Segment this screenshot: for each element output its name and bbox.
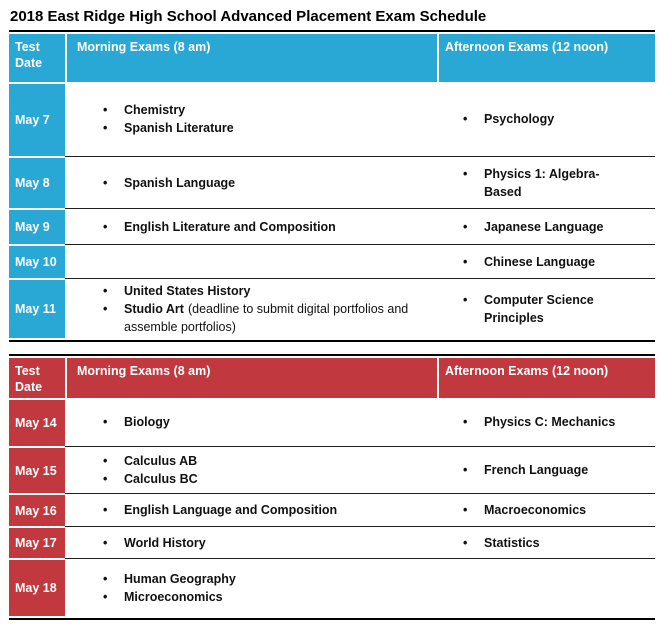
exam-name: Calculus AB — [124, 454, 198, 468]
morning-exams-cell — [65, 493, 437, 526]
date-cell: May 8 — [9, 156, 65, 208]
table-row — [9, 558, 655, 616]
bullet-icon: • — [103, 503, 108, 517]
exam-name: Calculus BC — [124, 472, 198, 486]
bullet-icon: • — [463, 292, 468, 307]
column-header-test-date: Test Date — [9, 358, 65, 398]
exam-name-bold: Studio Art — [124, 301, 184, 316]
bullet-icon: • — [463, 463, 468, 477]
date-cell: May 18 — [9, 558, 65, 616]
afternoon-exams-cell — [437, 526, 655, 558]
exam-item — [463, 165, 654, 201]
column-header-morning: Morning Exams (8 am) — [65, 34, 437, 82]
exam-item — [463, 218, 654, 236]
exam-name: Macroeconomics — [484, 503, 587, 517]
afternoon-exams-cell — [437, 244, 655, 278]
date-cell: May 17 — [9, 526, 65, 558]
bullet-icon: • — [103, 472, 108, 486]
exam-list — [103, 413, 436, 431]
exam-name: French Language — [484, 463, 589, 477]
exam-list — [103, 101, 436, 137]
exam-schedule-table-week2 — [9, 354, 655, 620]
date-cell: May 11 — [9, 278, 65, 338]
exam-name: English Language and Composition — [124, 503, 338, 517]
date-cell: May 15 — [9, 446, 65, 493]
afternoon-exams-cell — [437, 82, 655, 156]
exam-name: Microeconomics — [124, 589, 223, 604]
exam-list — [463, 253, 654, 271]
exam-name: Japanese Language — [484, 219, 604, 234]
exam-name: Human Geography — [124, 571, 236, 586]
exam-item — [463, 110, 654, 128]
bullet-icon: • — [103, 415, 108, 429]
morning-exams-cell — [65, 82, 437, 156]
bullet-icon: • — [103, 454, 108, 468]
exam-name: Physics 1: Algebra-Based — [484, 166, 600, 199]
exam-list — [463, 165, 654, 201]
exam-item — [103, 218, 436, 236]
bullet-icon: • — [103, 175, 108, 190]
bullet-icon: • — [103, 103, 108, 117]
table-row — [9, 208, 655, 244]
morning-exams-cell — [65, 278, 437, 338]
afternoon-exams-cell — [437, 398, 655, 446]
exam-item — [463, 534, 654, 552]
exam-item — [103, 534, 436, 552]
page-title: 2018 East Ridge High School Advanced Placement Exam Schedule — [10, 8, 487, 25]
exam-list — [463, 413, 654, 431]
table-row — [9, 278, 655, 338]
morning-exams-cell — [65, 208, 437, 244]
morning-exams-cell — [65, 526, 437, 558]
afternoon-exams-cell — [437, 558, 655, 616]
bullet-icon: • — [463, 535, 468, 550]
exam-name — [124, 300, 436, 336]
table-row — [9, 398, 655, 446]
date-cell: May 16 — [9, 493, 65, 526]
exam-name: Statistics — [484, 535, 540, 550]
bullet-icon: • — [463, 219, 468, 234]
exam-note: (deadline to submit digital portfolios and assemble portfolios) — [124, 301, 409, 334]
exam-name: Chemistry — [124, 103, 186, 117]
exam-list — [103, 174, 436, 192]
exam-item — [103, 452, 436, 470]
date-cell: May 14 — [9, 398, 65, 446]
schedule-table — [9, 34, 655, 338]
exam-name: United States History — [124, 283, 251, 298]
table-header-row — [9, 358, 655, 398]
table-row — [9, 244, 655, 278]
table-row — [9, 526, 655, 558]
exam-list — [103, 570, 436, 606]
exam-list — [463, 501, 654, 519]
exam-name: Spanish Language — [124, 175, 236, 190]
exam-item — [103, 501, 436, 519]
column-header-morning: Morning Exams (8 am) — [65, 358, 437, 398]
exam-item — [103, 300, 436, 336]
afternoon-exams-cell — [437, 446, 655, 493]
table-row — [9, 446, 655, 493]
exam-item — [103, 101, 436, 119]
exam-list — [103, 218, 436, 236]
bullet-icon: • — [463, 415, 468, 429]
bullet-icon: • — [463, 166, 468, 181]
bullet-icon: • — [463, 254, 468, 269]
exam-name: World History — [124, 535, 206, 550]
exam-item — [463, 461, 654, 479]
table-row — [9, 82, 655, 156]
exam-item — [103, 174, 436, 192]
date-cell: May 10 — [9, 244, 65, 278]
exam-item — [103, 588, 436, 606]
column-header-afternoon: Afternoon Exams (12 noon) — [437, 34, 655, 82]
exam-name: Spanish Literature — [124, 121, 234, 135]
afternoon-exams-cell — [437, 278, 655, 338]
exam-name: Psychology — [484, 112, 555, 126]
bullet-icon: • — [103, 283, 108, 298]
table-header-row — [9, 34, 655, 82]
bullet-icon: • — [103, 535, 108, 550]
exam-item — [103, 570, 436, 588]
exam-item — [103, 413, 436, 431]
bullet-icon: • — [103, 301, 108, 316]
morning-exams-cell — [65, 398, 437, 446]
exam-item — [103, 282, 436, 300]
table-row — [9, 493, 655, 526]
date-cell: May 9 — [9, 208, 65, 244]
exam-list — [103, 501, 436, 519]
exam-list — [463, 218, 654, 236]
exam-list — [463, 291, 654, 327]
exam-item — [103, 470, 436, 488]
exam-item — [103, 119, 436, 137]
exam-list — [463, 461, 654, 479]
exam-item — [463, 413, 654, 431]
exam-item — [463, 253, 654, 271]
exam-name: English Literature and Composition — [124, 219, 336, 234]
exam-list — [463, 110, 654, 128]
exam-list — [103, 452, 436, 488]
column-header-afternoon: Afternoon Exams (12 noon) — [437, 358, 655, 398]
bullet-icon: • — [103, 589, 108, 604]
exam-item — [463, 291, 654, 327]
bullet-icon: • — [103, 121, 108, 135]
exam-name: Physics C: Mechanics — [484, 415, 616, 429]
column-header-test-date: Test Date — [9, 34, 65, 82]
bullet-icon: • — [103, 571, 108, 586]
exam-name: Biology — [124, 415, 170, 429]
afternoon-exams-cell — [437, 493, 655, 526]
bullet-icon: • — [463, 503, 468, 517]
exam-list — [103, 282, 436, 336]
exam-list — [463, 534, 654, 552]
morning-exams-cell — [65, 156, 437, 208]
afternoon-exams-cell — [437, 156, 655, 208]
table-row — [9, 156, 655, 208]
morning-exams-cell — [65, 244, 437, 278]
exam-schedule-table-week1 — [9, 30, 655, 342]
exam-name: Chinese Language — [484, 254, 596, 269]
exam-list — [103, 534, 436, 552]
exam-name: Computer Science Principles — [484, 292, 594, 325]
morning-exams-cell — [65, 558, 437, 616]
afternoon-exams-cell — [437, 208, 655, 244]
date-cell: May 7 — [9, 82, 65, 156]
schedule-table — [9, 358, 655, 616]
bullet-icon: • — [103, 219, 108, 234]
bullet-icon: • — [463, 112, 468, 126]
morning-exams-cell — [65, 446, 437, 493]
exam-item — [463, 501, 654, 519]
